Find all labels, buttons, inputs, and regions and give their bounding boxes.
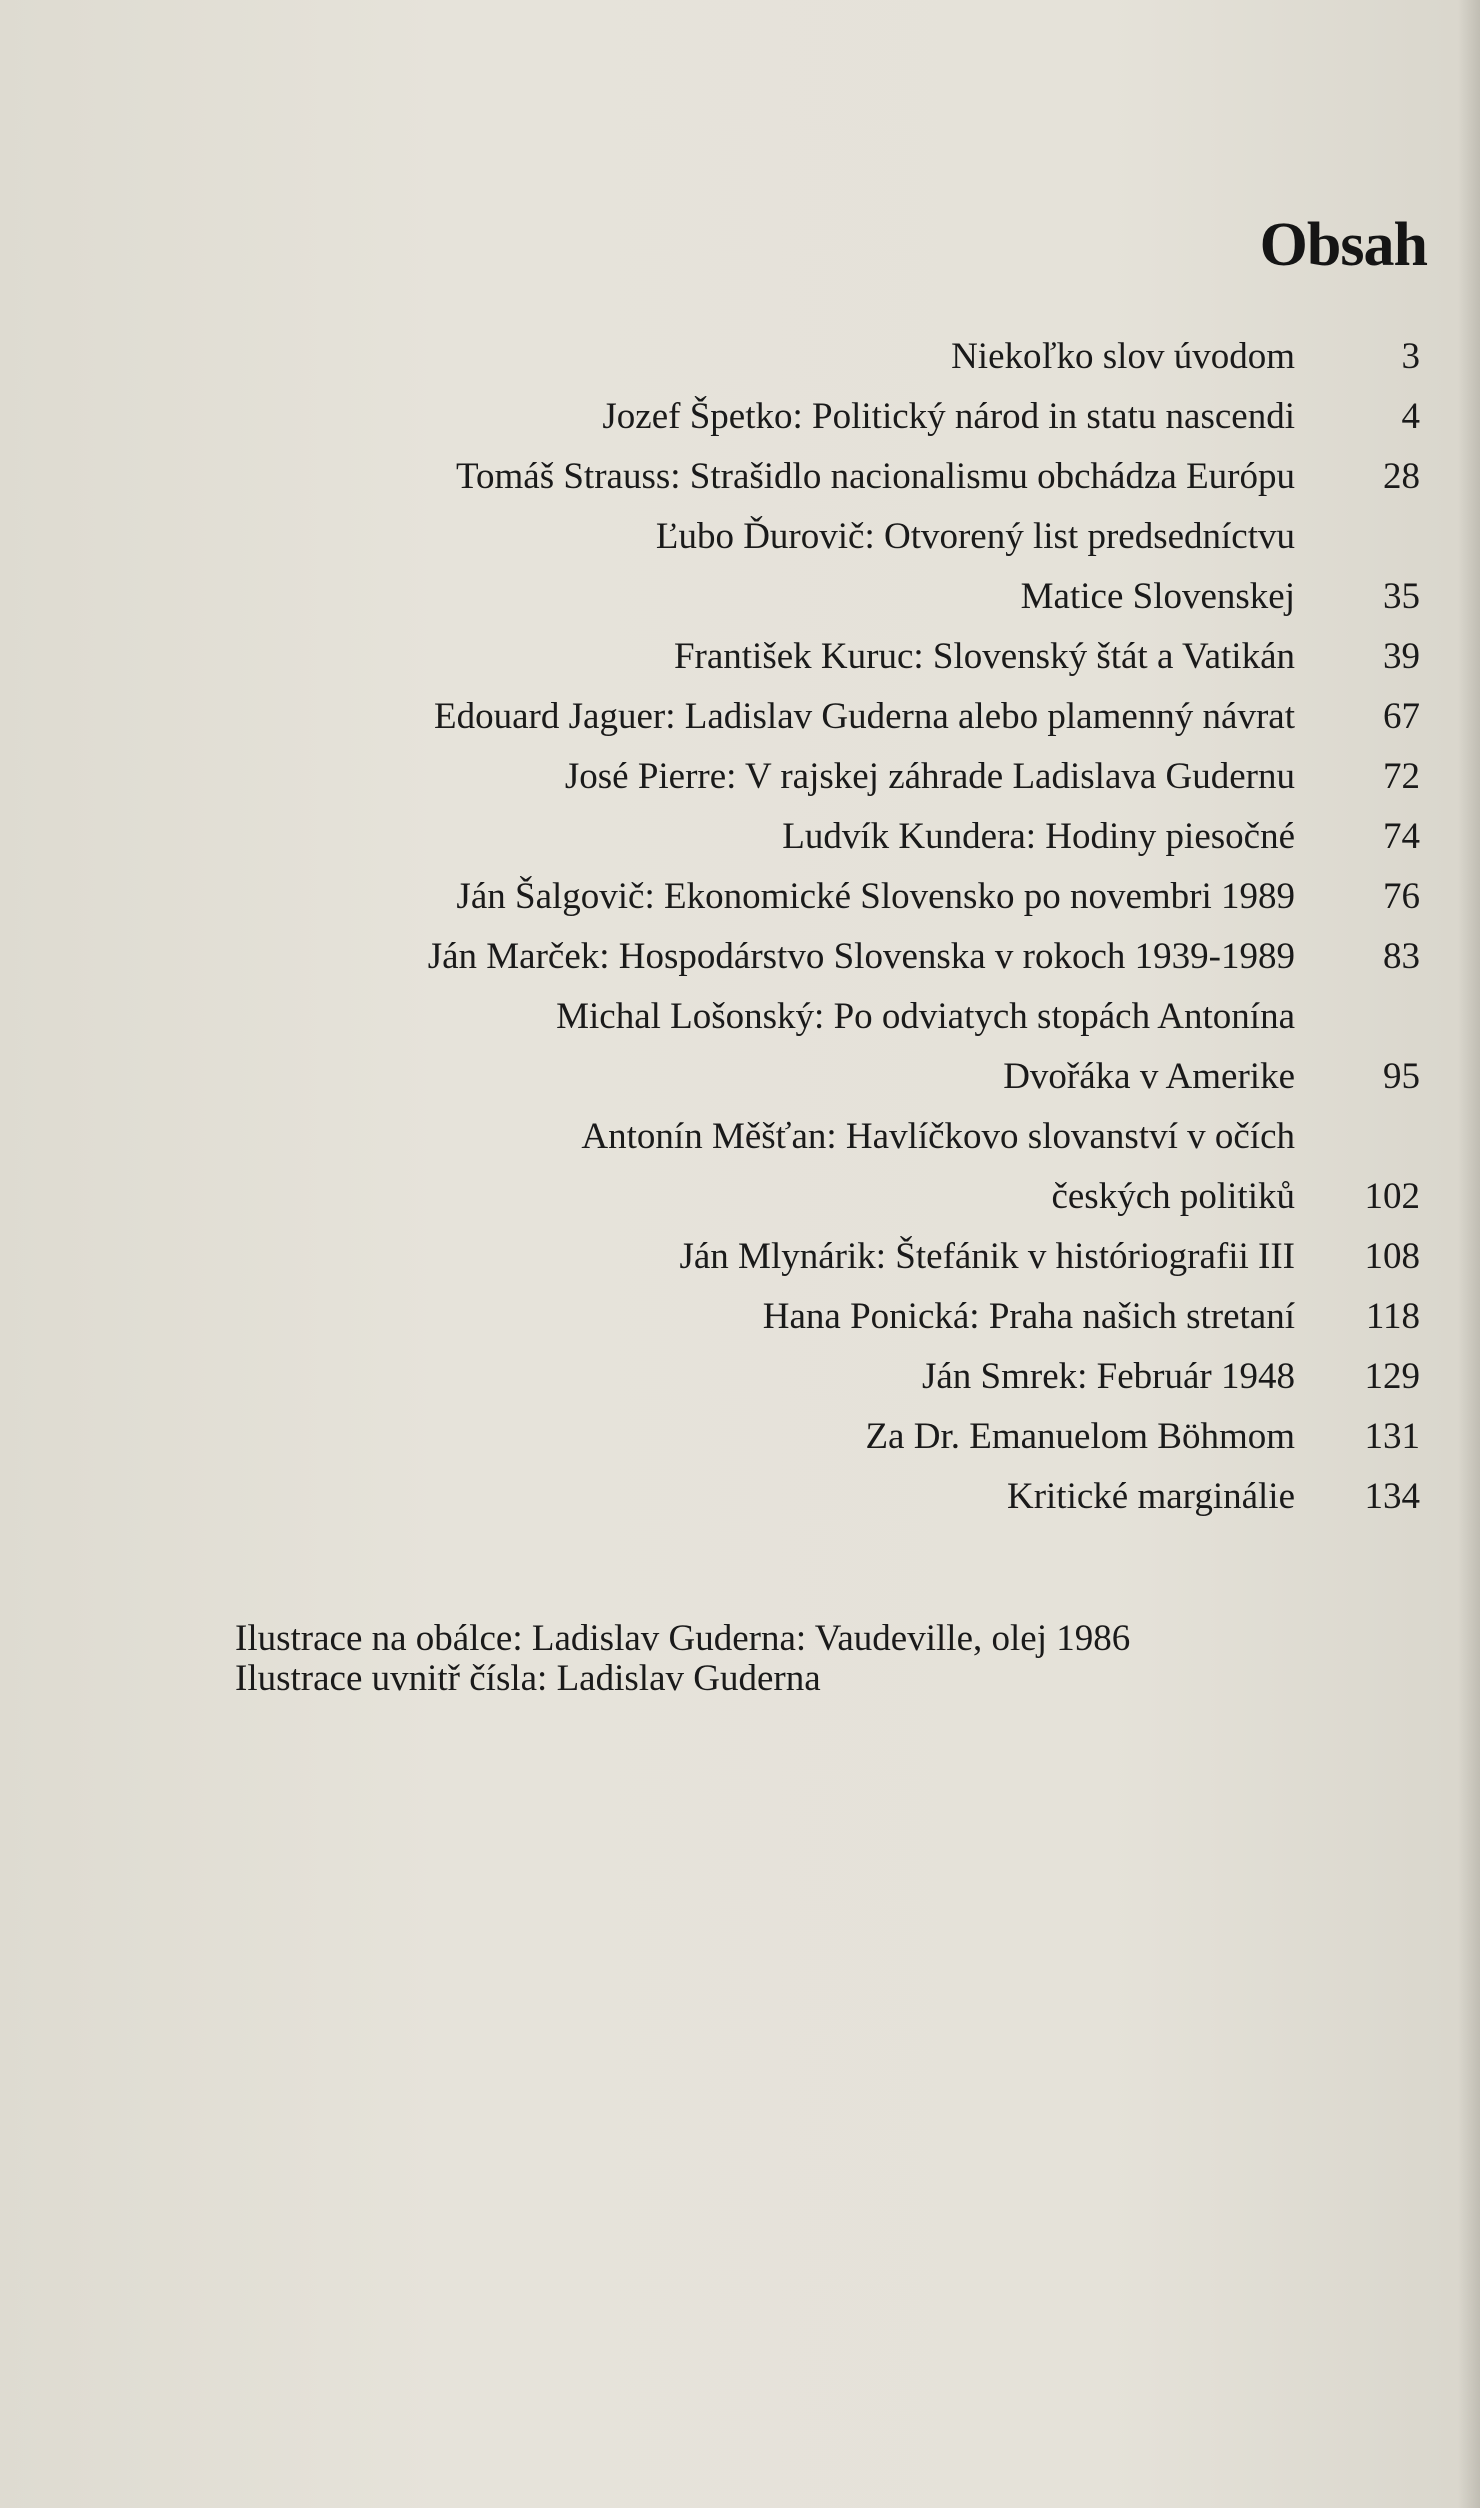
toc-entry-page: 108 xyxy=(1364,1236,1420,1277)
toc-entry-page: 83 xyxy=(1383,936,1420,977)
toc-entry-page: 76 xyxy=(1383,876,1420,917)
toc-entry-page: 4 xyxy=(1401,396,1420,437)
toc-entry-page: 39 xyxy=(1383,636,1420,677)
toc-entry-page: 131 xyxy=(1364,1416,1420,1457)
toc-entry-page: 74 xyxy=(1383,816,1420,857)
toc-entry-page: 95 xyxy=(1383,1056,1420,1097)
toc-entry-page: 134 xyxy=(1364,1476,1420,1517)
page-title: Obsah xyxy=(1259,210,1427,279)
toc-entry-title: Ján Mlynárik: Štefánik v históriografii III xyxy=(679,1236,1295,1277)
toc-entry-title: Niekoľko slov úvodom xyxy=(951,336,1295,377)
inside-illustration-credit: Ilustrace uvnitř čísla: Ladislav Guderna xyxy=(235,1658,821,1699)
toc-entry-page: 129 xyxy=(1364,1356,1420,1397)
toc-entry-title: José Pierre: V rajskej záhrade Ladislava Gudernu xyxy=(564,756,1295,797)
toc-entry-title: Dvořáka v Amerike xyxy=(1003,1056,1295,1097)
toc-entry-title: František Kuruc: Slovenský štát a Vatikán xyxy=(673,636,1295,677)
toc-entry-title: Matice Slovenskej xyxy=(1020,576,1295,617)
toc-entry-title: Ján Šalgovič: Ekonomické Slovensko po novembri 1989 xyxy=(456,876,1295,917)
page-edge-shadow xyxy=(1458,0,1480,2508)
toc-entry-title: Ľubo Ďurovič: Otvorený list predsedníctvu xyxy=(655,516,1295,557)
toc-entry-page: 3 xyxy=(1401,336,1420,377)
toc-entry-title: Tomáš Strauss: Strašidlo nacionalismu obchádza Európu xyxy=(455,456,1295,497)
cover-illustration-credit: Ilustrace na obálce: Ladislav Guderna: Vaudeville, olej 1986 xyxy=(235,1618,1131,1659)
toc-entry-page: 28 xyxy=(1383,456,1420,497)
toc-entry-title: Ludvík Kundera: Hodiny piesočné xyxy=(782,816,1295,857)
toc-entry-title: Michal Lošonský: Po odviatych stopách Antonína xyxy=(556,996,1295,1037)
toc-entry-page: 72 xyxy=(1383,756,1420,797)
toc-entry-title: Hana Ponická: Praha našich stretaní xyxy=(762,1296,1295,1337)
toc-entry-title: Antonín Měšťan: Havlíčkovo slovanství v očích xyxy=(581,1116,1295,1157)
toc-entry-title: Kritické marginálie xyxy=(1006,1476,1295,1517)
show-through-text xyxy=(1170,190,1188,273)
toc-entry-page: 118 xyxy=(1365,1296,1420,1337)
toc-entry-page: 102 xyxy=(1364,1176,1420,1217)
toc-entry-title: Za Dr. Emanuelom Böhmom xyxy=(865,1416,1295,1457)
toc-entry-title: Ján Smrek: Február 1948 xyxy=(921,1356,1295,1397)
toc-entry-title: českých politiků xyxy=(1051,1176,1295,1217)
toc-entry-title: Jozef Špetko: Politický národ in statu nascendi xyxy=(602,396,1295,437)
toc-entry-page: 35 xyxy=(1383,576,1420,617)
toc-entry-page: 67 xyxy=(1383,696,1420,737)
toc-entry-title: Ján Marček: Hospodárstvo Slovenska v rokoch 1939-1989 xyxy=(427,936,1295,977)
toc-entry-title: Edouard Jaguer: Ladislav Guderna alebo plamenný návrat xyxy=(434,696,1295,737)
